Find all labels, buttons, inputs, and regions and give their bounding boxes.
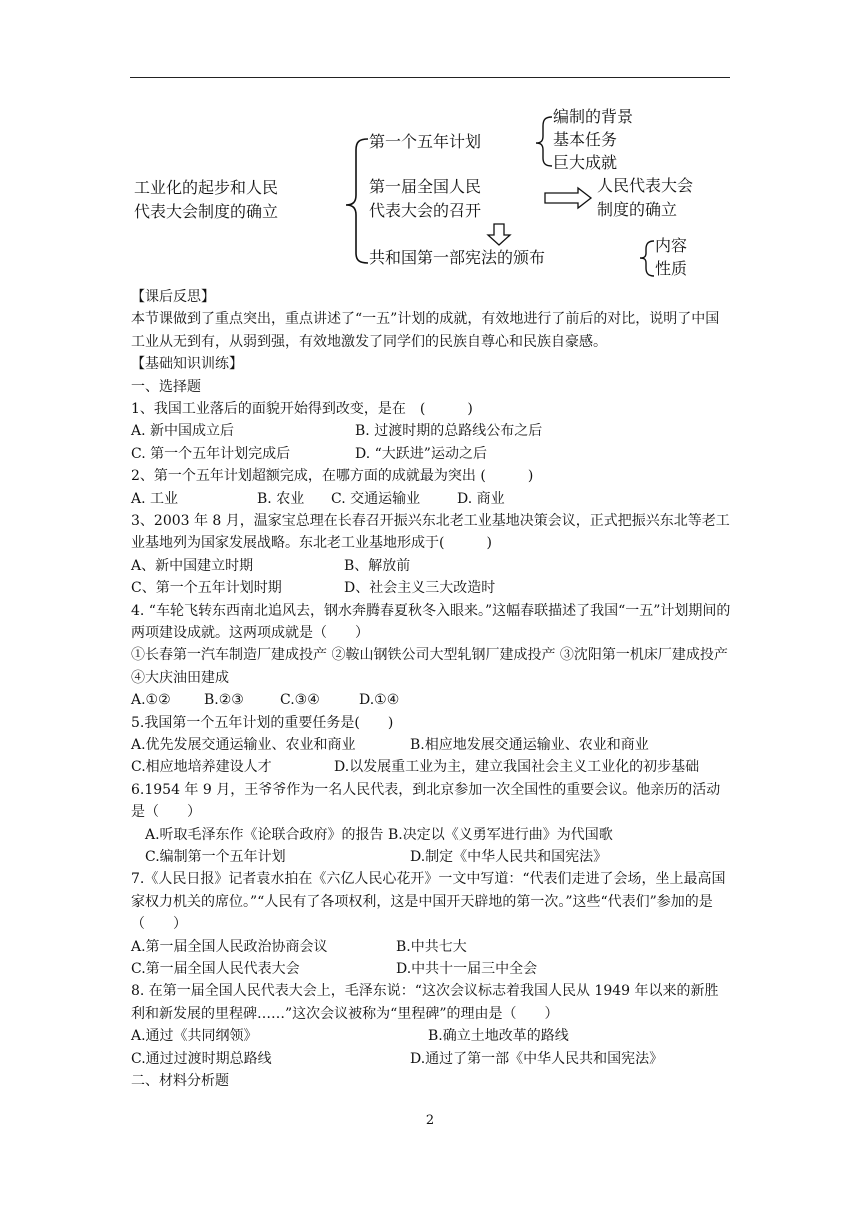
knowledge-structure-diagram	[0, 0, 860, 286]
question-8-stem: 8. 在第一届全国人民代表大会上，毛泽东说：“这次会议标志着我国人民从 1949 年以来的新胜利和新发展的里程碑……”这次会议被称为“里程碑”的理由是（ ）	[131, 983, 719, 1022]
question-8-option-d: D.通过了第一部《中华人民共和国宪法》	[410, 1050, 664, 1067]
diagram-root-line1: 工业化的起步和人民	[134, 178, 279, 197]
question-2-option-b: B. 农业	[257, 490, 305, 507]
main-brace	[346, 139, 368, 263]
question-7-option-a: A.第一届全国人民政治协商会议	[131, 938, 328, 955]
branch3-item-content: 内容	[655, 236, 688, 255]
branch2-result-line2: 制度的确立	[597, 200, 678, 219]
analysis-section-heading: 二、材料分析题	[131, 1072, 229, 1089]
question-3-option-a: A、新中国建立时期	[131, 557, 254, 574]
question-5-option-b: B.相应地发展交通运输业、农业和商业	[410, 736, 649, 753]
question-3-option-c: C、第一个五年计划时期	[131, 580, 282, 597]
question-5-stem: 5.我国第一个五年计划的重要任务是( )	[131, 714, 394, 731]
question-7-option-d: D.中共十一届三中全会	[396, 960, 538, 977]
question-7-options-row1	[131, 936, 731, 958]
question-1-option-d: D. “大跃进”运动之后	[355, 445, 487, 462]
question-6-option-d: D.制定《中华人民共和国宪法》	[410, 848, 608, 865]
question-5-options-row1	[131, 734, 731, 756]
question-1-option-a: A. 新中国成立后	[131, 423, 235, 440]
question-3-options-row1	[131, 555, 731, 577]
question-6-option-c: C.编制第一个五年计划	[145, 848, 286, 865]
branch2-result-line1: 人民代表大会	[597, 176, 694, 195]
question-5-option-c: C.相应地培养建设人才	[131, 759, 272, 776]
question-4-option-d: D.①④	[359, 692, 400, 709]
right-arrow-icon	[545, 188, 591, 208]
question-3-options-row2	[131, 577, 731, 599]
question-4-option-a: A.①②	[131, 692, 171, 709]
question-7-stem: 7.《人民日报》记者袁水拍在《六亿人民心花开》一文中写道：“代表们走进了会场，坐上最高国家权力机关的席位。”“人民有了各项权利，这是中国开天辟地的第一次。”这些“代表们”参加的是（ ）	[131, 871, 726, 933]
question-4-items: ①长春第一汽车制造厂建成投产 ②鞍山钢铁公司大型轧钢厂建成投产 ③沈阳第一机床厂建成投产 ④大庆油田建成	[131, 647, 728, 686]
question-4-option-c: C.③④	[280, 692, 320, 709]
question-1-options-row1	[131, 420, 731, 442]
branch3-brace	[640, 241, 654, 276]
question-4-stem: 4. “车轮飞转东西南北追风去，钢水奔腾春夏秋冬入眼来。”这幅春联描述了我国“一五”计划期间的两项建设成就。这两项成就是（ ）	[131, 602, 731, 641]
question-1-stem: 1、我国工业落后的面貌开始得到改变，是在 ( )	[131, 400, 473, 417]
reflection-text: 本节课做到了重点突出，重点讲述了“一五”计划的成就，有效地进行了前后的对比，说明了中国工业从无到有，从弱到强，有效地激发了同学们的民族自尊心和民族自豪感。	[131, 311, 720, 350]
question-2-option-a: A. 工业	[131, 490, 179, 507]
question-1-options-row2	[131, 443, 731, 465]
question-8-options-row1	[131, 1025, 731, 1047]
question-2-option-d: D. 商业	[457, 490, 505, 507]
question-7-option-b: B.中共七大	[396, 938, 467, 955]
question-5-option-d: D.以发展重工业为主，建立我国社会主义工业化的初步基础	[334, 759, 700, 776]
branch2-label-line1: 第一届全国人民	[369, 177, 482, 196]
question-8-option-a: A.通过《共同纲领》	[131, 1028, 258, 1045]
question-1-option-c: C. 第一个五年计划完成后	[131, 445, 291, 462]
question-1-option-b: B. 过渡时期的总路线公布之后	[355, 423, 543, 440]
branch1-item-achievements: 巨大成就	[553, 153, 618, 172]
question-8-option-b: B.确立土地改革的路线	[428, 1028, 569, 1045]
diagram-root-line2: 代表大会制度的确立	[134, 202, 279, 221]
branch1-label: 第一个五年计划	[369, 132, 482, 151]
branch1-item-background: 编制的背景	[553, 107, 634, 126]
branch3-item-nature: 性质	[655, 259, 688, 278]
choice-section-heading: 一、选择题	[131, 378, 201, 395]
question-8-options-row2	[131, 1048, 731, 1070]
question-3-stem: 3、2003 年 8 月，温家宝总理在长春召开振兴东北老工业基地决策会议，正式把振兴东北等老工业基地列为国家发展战略。东北老工业基地形成于( )	[131, 512, 730, 552]
training-heading: 【基础知识训练】	[131, 356, 243, 373]
question-6-options-row1	[131, 824, 731, 846]
branch2-label-line2: 代表大会的召开	[369, 201, 482, 220]
page-number: 2	[425, 1113, 435, 1128]
question-2-stem: 2、第一个五年计划超额完成，在哪方面的成就最为突出 ( )	[131, 468, 534, 485]
question-5-option-a: A.优先发展交通运输业、农业和商业	[131, 736, 356, 753]
question-2-option-c: C. 交通运输业	[331, 490, 421, 507]
question-5-options-row2	[131, 756, 731, 778]
question-4-options	[131, 689, 731, 711]
question-6-stem: 6.1954 年 9 月，王爷爷作为一名人民代表，到北京参加一次全国性的重要会议。他亲历的活动是（ ）	[131, 781, 721, 821]
question-8-option-c: C.通过过渡时期总路线	[131, 1050, 272, 1067]
question-4-option-b: B.②③	[204, 692, 244, 709]
branch3-label: 共和国第一部宪法的颁布	[369, 248, 546, 267]
down-arrow-icon	[488, 224, 510, 245]
question-3-option-b: B、解放前	[344, 557, 411, 574]
question-6-option-b: B.决定以《义勇军进行曲》为代国歌	[388, 826, 613, 843]
question-7-options-row2	[131, 958, 731, 980]
question-2-options	[131, 488, 731, 510]
branch1-item-tasks: 基本任务	[553, 130, 618, 149]
question-6-option-a: A.听取毛泽东作《论联合政府》的报告	[145, 826, 384, 843]
question-6-options-row2	[131, 846, 731, 868]
question-7-option-c: C.第一届全国人民代表大会	[131, 960, 300, 977]
document-body	[131, 286, 731, 1092]
question-3-option-d: D、社会主义三大改造时	[344, 580, 496, 597]
branch1-brace	[536, 117, 552, 166]
reflection-heading: 【课后反思】	[131, 289, 215, 305]
